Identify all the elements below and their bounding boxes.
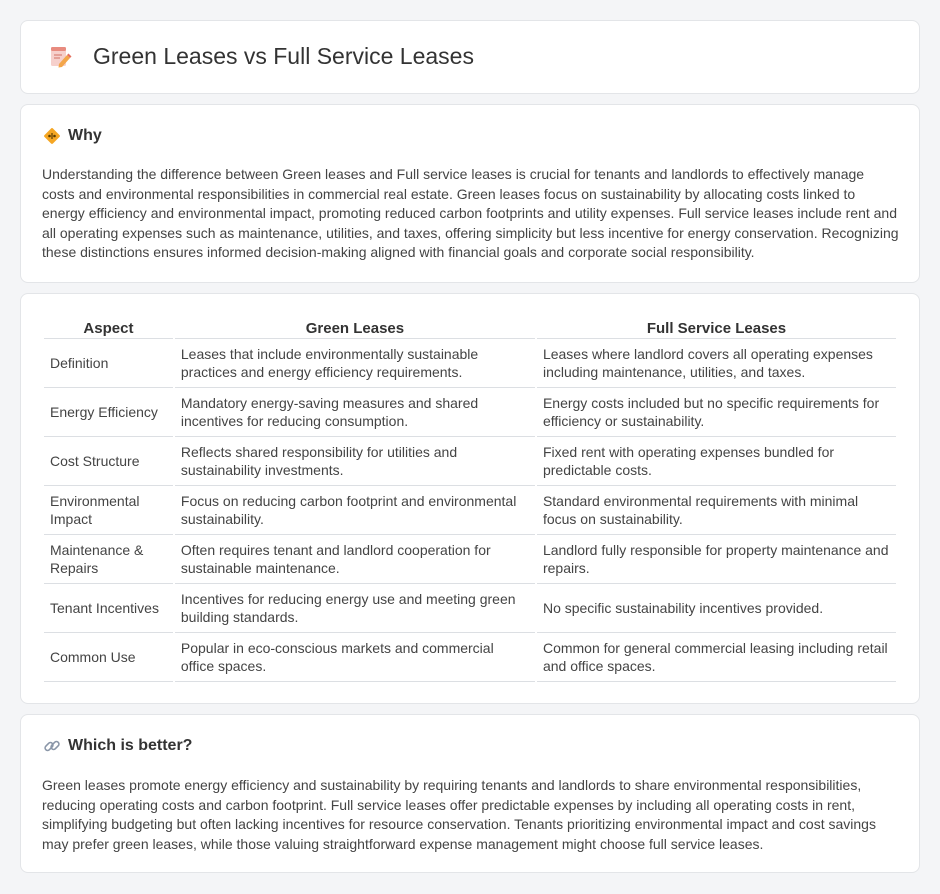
diamond-sign-icon bbox=[43, 127, 61, 145]
title-row bbox=[47, 43, 474, 70]
full-cell: No specific sustainability incentives provided. bbox=[537, 584, 896, 633]
full-cell: Energy costs included but no specific requirements for efficiency or sustainability. bbox=[537, 388, 896, 437]
link-icon bbox=[43, 737, 61, 755]
aspect-cell: Environmental Impact bbox=[44, 486, 173, 535]
comparison-section bbox=[20, 293, 920, 704]
full-cell: Leases where landlord covers all operating expenses including maintenance, utilities, and taxes. bbox=[537, 339, 896, 388]
table-row bbox=[44, 535, 896, 584]
green-cell: Reflects shared responsibility for utilities and sustainability investments. bbox=[175, 437, 535, 486]
better-section bbox=[20, 714, 920, 873]
aspect-cell: Energy Efficiency bbox=[44, 388, 173, 437]
aspect-cell: Tenant Incentives bbox=[44, 584, 173, 633]
title-card bbox=[20, 20, 920, 94]
green-cell: Leases that include environmentally sustainable practices and energy efficiency requirements. bbox=[175, 339, 535, 388]
aspect-cell: Definition bbox=[44, 339, 173, 388]
table-row bbox=[44, 437, 896, 486]
header-full-service-leases: Full Service Leases bbox=[537, 315, 896, 339]
full-cell: Standard environmental requirements with minimal focus on sustainability. bbox=[537, 486, 896, 535]
document-pencil-icon bbox=[47, 44, 73, 70]
table-header-row bbox=[44, 315, 896, 339]
better-heading bbox=[43, 737, 192, 755]
comparison-table bbox=[42, 315, 898, 682]
page-title: Green Leases vs Full Service Leases bbox=[93, 43, 474, 69]
better-title: Which is better? bbox=[68, 737, 193, 754]
table-row bbox=[44, 486, 896, 535]
why-text: Understanding the difference between Green leases and Full service leases is crucial for tenants and landlords to effectively manage costs and environmental responsibilities in commercial real estate. Green leases focus on sustainability by allocating costs linked to energy efficiency and environmental impact, promoting reduced carbon footprints and utility expenses. Full service leases include rent and all operating expenses such as maintenance, utilities, and taxes, offering simplicity but less incentive for energy conservation. Recognizing these distinctions ensures informed decision-making aligned with financial goals and corporate social responsibility. bbox=[42, 166, 899, 261]
better-text: Green leases promote energy efficiency and sustainability by requiring tenants and landlords to share environmental responsibilities, reducing operating costs and carbon footprint. Full service leases offer predictable expenses by including all operating costs in rent, simplifying budgeting but often lacking incentives for resource conservation. Tenants prioritizing environmental impact and cost savings may prefer green leases, while those valuing straightforward expense management might choose full service leases. bbox=[42, 777, 876, 852]
table-row bbox=[44, 339, 896, 388]
why-section bbox=[20, 104, 920, 283]
header-aspect: Aspect bbox=[44, 315, 173, 339]
full-cell: Fixed rent with operating expenses bundled for predictable costs. bbox=[537, 437, 896, 486]
table-row bbox=[44, 584, 896, 633]
why-heading bbox=[43, 127, 102, 145]
green-cell: Focus on reducing carbon footprint and environmental sustainability. bbox=[175, 486, 535, 535]
why-title: Why bbox=[68, 127, 102, 144]
table-row bbox=[44, 388, 896, 437]
full-cell: Landlord fully responsible for property maintenance and repairs. bbox=[537, 535, 896, 584]
green-cell: Often requires tenant and landlord cooperation for sustainable maintenance. bbox=[175, 535, 535, 584]
aspect-cell: Common Use bbox=[44, 633, 173, 682]
green-cell: Incentives for reducing energy use and meeting green building standards. bbox=[175, 584, 535, 633]
green-cell: Popular in eco-conscious markets and commercial office spaces. bbox=[175, 633, 535, 682]
aspect-cell: Maintenance & Repairs bbox=[44, 535, 173, 584]
full-cell: Common for general commercial leasing including retail and office spaces. bbox=[537, 633, 896, 682]
header-green-leases: Green Leases bbox=[175, 315, 535, 339]
table-row bbox=[44, 633, 896, 682]
green-cell: Mandatory energy-saving measures and shared incentives for reducing consumption. bbox=[175, 388, 535, 437]
aspect-cell: Cost Structure bbox=[44, 437, 173, 486]
